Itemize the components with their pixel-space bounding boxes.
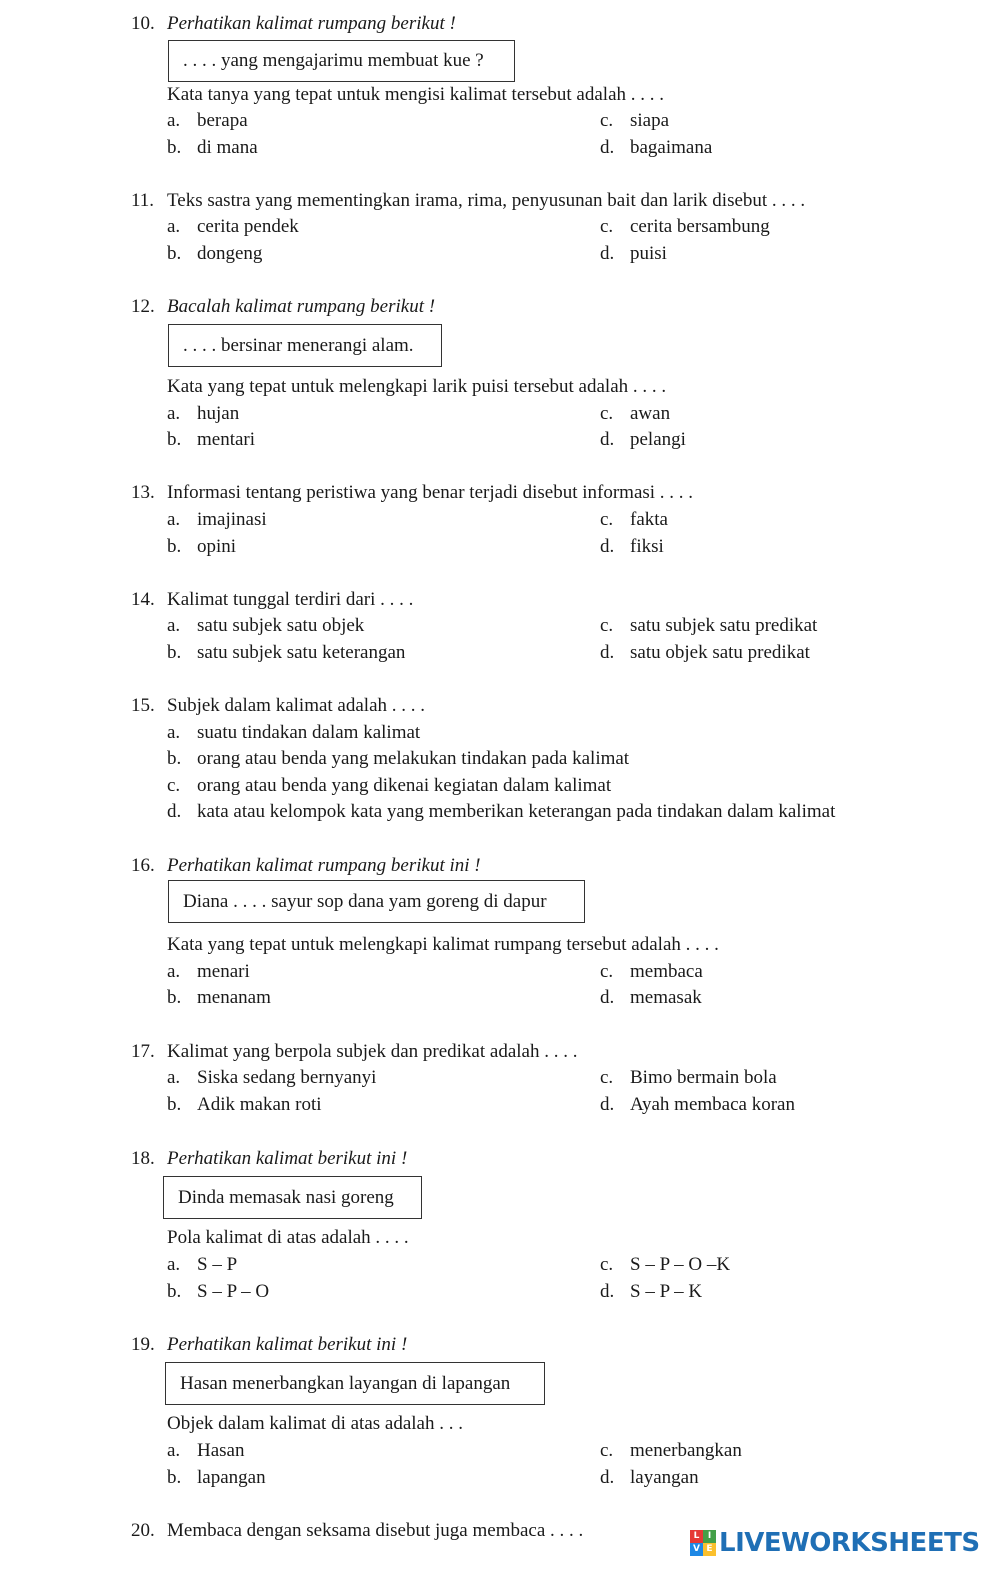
question-instruction: Perhatikan kalimat berikut ini !	[167, 1148, 408, 1169]
question-stem: Kata tanya yang tepat untuk mengisi kalimat tersebut adalah . . . .	[167, 84, 665, 105]
option-text: menari	[197, 961, 250, 982]
option-c[interactable]	[600, 960, 703, 984]
sentence-box-text: Dinda memasak nasi goreng	[178, 1186, 394, 1208]
option-text: awan	[630, 403, 671, 424]
option-text: lapangan	[197, 1467, 266, 1488]
option-text: Hasan	[197, 1440, 245, 1461]
option-text: cerita bersambung	[630, 216, 770, 237]
option-b[interactable]	[167, 535, 236, 559]
logo-mark-icon	[690, 1530, 716, 1556]
option-letter: d.	[600, 1281, 615, 1302]
logo-mark-letter: E	[703, 1543, 716, 1556]
option-letter: d.	[600, 137, 615, 158]
option-text: menerbangkan	[630, 1440, 742, 1461]
option-text: Siska sedang bernyanyi	[197, 1067, 377, 1088]
option-c[interactable]	[600, 614, 817, 638]
option-letter: d.	[600, 642, 615, 663]
option-c[interactable]	[600, 215, 770, 239]
option-a[interactable]	[167, 721, 420, 745]
option-letter: a.	[167, 1254, 181, 1275]
option-text: puisi	[630, 243, 667, 264]
option-text: siapa	[630, 110, 670, 131]
option-b[interactable]	[167, 1280, 269, 1304]
question-number: 16.	[131, 855, 155, 876]
question-stem: Kata yang tepat untuk melengkapi larik puisi tersebut adalah . . . .	[167, 376, 667, 397]
question-number: 19.	[131, 1334, 155, 1355]
sentence-box	[168, 40, 515, 82]
question-number: 12.	[131, 296, 155, 317]
option-letter: d.	[600, 987, 615, 1008]
option-letter: c.	[600, 509, 614, 530]
option-letter: c.	[600, 110, 614, 131]
question-number: 14.	[131, 589, 155, 610]
option-text: S – P – O	[197, 1281, 270, 1302]
option-letter: b.	[167, 243, 182, 264]
option-letter: b.	[167, 137, 182, 158]
option-d[interactable]	[600, 242, 667, 266]
option-a[interactable]	[167, 109, 248, 133]
option-d[interactable]	[600, 1280, 702, 1304]
question-instruction: Perhatikan kalimat rumpang berikut ini !	[167, 855, 481, 876]
option-letter: b.	[167, 1281, 182, 1302]
option-letter: c.	[600, 1254, 614, 1275]
option-d[interactable]	[600, 1093, 795, 1117]
option-letter: d.	[167, 801, 182, 822]
option-text: satu subjek satu keterangan	[197, 642, 406, 663]
question-stem: Kalimat yang berpola subjek dan predikat adalah . . . .	[167, 1041, 578, 1062]
option-letter: d.	[600, 1467, 615, 1488]
option-text: satu subjek satu objek	[197, 615, 365, 636]
sentence-box-text: . . . . yang mengajarimu membuat kue ?	[183, 50, 484, 71]
option-text: kata atau kelompok kata yang memberikan keterangan pada tindakan dalam kalimat	[197, 801, 836, 822]
option-letter: b.	[167, 536, 182, 557]
question-stem: Kata yang tepat untuk melengkapi kalimat rumpang tersebut adalah . . . .	[167, 934, 719, 955]
option-letter: a.	[167, 722, 181, 743]
option-letter: c.	[600, 961, 614, 982]
option-text: menanam	[197, 987, 271, 1008]
option-text: bagaimana	[630, 137, 713, 158]
sentence-box	[163, 1176, 422, 1219]
sentence-box-text: . . . . bersinar menerangi alam.	[183, 334, 414, 356]
option-text: Ayah membaca koran	[630, 1094, 795, 1115]
option-d[interactable]	[167, 800, 835, 824]
option-letter: d.	[600, 243, 615, 264]
question-number: 18.	[131, 1148, 155, 1169]
option-d[interactable]	[600, 136, 712, 160]
option-letter: a.	[167, 110, 181, 131]
question-number: 11.	[131, 190, 155, 211]
option-letter: d.	[600, 1094, 615, 1115]
option-text: suatu tindakan dalam kalimat	[197, 722, 421, 743]
option-letter: b.	[167, 987, 182, 1008]
option-letter: c.	[600, 403, 614, 424]
option-letter: b.	[167, 1094, 182, 1115]
option-text: membaca	[630, 961, 703, 982]
option-letter: a.	[167, 961, 181, 982]
option-b[interactable]	[167, 641, 405, 665]
option-letter: b.	[167, 1467, 182, 1488]
logo-mark-letter: L	[690, 1530, 703, 1543]
option-c[interactable]	[600, 1439, 742, 1463]
option-text: memasak	[630, 987, 702, 1008]
option-text: di mana	[197, 137, 258, 158]
option-b[interactable]	[167, 428, 255, 452]
question-stem: Membaca dengan seksama disebut juga membaca . . . .	[167, 1520, 584, 1541]
option-text: berapa	[197, 110, 248, 131]
option-b[interactable]	[167, 1093, 322, 1117]
option-text: Adik makan roti	[197, 1094, 322, 1115]
option-a[interactable]	[167, 614, 364, 638]
sentence-box	[168, 324, 442, 367]
option-d[interactable]	[600, 1466, 699, 1490]
option-c[interactable]	[600, 508, 668, 532]
liveworksheets-logo[interactable]	[690, 1525, 980, 1561]
option-a[interactable]	[167, 960, 250, 984]
option-letter: c.	[167, 775, 181, 796]
option-text: pelangi	[630, 429, 686, 450]
option-text: Bimo bermain bola	[630, 1067, 777, 1088]
option-letter: d.	[600, 429, 615, 450]
option-a[interactable]	[167, 508, 267, 532]
question-number: 13.	[131, 482, 155, 503]
option-text: imajinasi	[197, 509, 267, 530]
option-text: cerita pendek	[197, 216, 299, 237]
option-letter: a.	[167, 509, 181, 530]
option-letter: c.	[600, 216, 614, 237]
option-text: fiksi	[630, 536, 664, 557]
option-d[interactable]	[600, 641, 810, 665]
question-number: 17.	[131, 1041, 155, 1062]
logo-mark-letter: V	[690, 1543, 703, 1556]
option-letter: a.	[167, 1440, 181, 1461]
question-number: 10.	[131, 13, 155, 34]
option-c[interactable]	[167, 774, 611, 798]
option-letter: a.	[167, 216, 181, 237]
option-d[interactable]	[600, 428, 686, 452]
option-text: opini	[197, 536, 237, 557]
sentence-box-text: Hasan menerbangkan layangan di lapangan	[180, 1372, 511, 1394]
question-stem: Objek dalam kalimat di atas adalah . . .	[167, 1413, 463, 1434]
option-text: orang atau benda yang melakukan tindakan pada kalimat	[197, 748, 630, 769]
option-text: orang atau benda yang dikenai kegiatan dalam kalimat	[197, 775, 612, 796]
option-letter: c.	[600, 1067, 614, 1088]
option-b[interactable]	[167, 136, 258, 160]
logo-mark-letter: I	[703, 1530, 716, 1543]
question-stem: Teks sastra yang mementingkan irama, rima, penyusunan bait dan larik disebut . . . .	[167, 190, 806, 211]
option-text: mentari	[197, 429, 256, 450]
option-c[interactable]	[600, 402, 670, 426]
question-stem: Informasi tentang peristiwa yang benar terjadi disebut informasi . . . .	[167, 482, 694, 503]
option-c[interactable]	[600, 1066, 777, 1090]
option-text: fakta	[630, 509, 668, 530]
option-text: S – P – O –K	[630, 1254, 731, 1275]
logo-text: LIVEWORKSHEETS	[719, 1528, 980, 1558]
question-instruction: Perhatikan kalimat rumpang berikut !	[167, 13, 456, 34]
option-text: S – P – K	[630, 1281, 703, 1302]
option-text: dongeng	[197, 243, 263, 264]
option-text: S – P	[197, 1254, 238, 1275]
question-number: 20.	[131, 1520, 155, 1541]
option-a[interactable]	[167, 1066, 376, 1090]
question-stem: Pola kalimat di atas adalah . . . .	[167, 1227, 409, 1248]
option-text: satu objek satu predikat	[630, 642, 810, 663]
sentence-box-text: Diana . . . . sayur sop dana yam goreng di dapur	[183, 890, 547, 912]
option-b[interactable]	[167, 242, 262, 266]
option-letter: b.	[167, 429, 182, 450]
option-letter: a.	[167, 1067, 181, 1088]
option-a[interactable]	[167, 1439, 244, 1463]
question-stem: Kalimat tunggal terdiri dari . . . .	[167, 589, 414, 610]
option-c[interactable]	[600, 109, 669, 133]
option-b[interactable]	[167, 986, 271, 1010]
option-letter: c.	[600, 615, 614, 636]
option-b[interactable]	[167, 1466, 266, 1490]
option-a[interactable]	[167, 402, 239, 426]
option-d[interactable]	[600, 535, 664, 559]
option-letter: b.	[167, 748, 182, 769]
question-number: 15.	[131, 695, 155, 716]
question-instruction: Perhatikan kalimat berikut ini !	[167, 1334, 408, 1355]
option-letter: c.	[600, 1440, 614, 1461]
option-text: hujan	[197, 403, 240, 424]
sentence-box	[168, 880, 585, 923]
option-letter: a.	[167, 615, 181, 636]
option-text: satu subjek satu predikat	[630, 615, 818, 636]
option-letter: d.	[600, 536, 615, 557]
option-d[interactable]	[600, 986, 702, 1010]
question-instruction: Bacalah kalimat rumpang berikut !	[167, 296, 436, 317]
option-a[interactable]	[167, 215, 299, 239]
option-letter: a.	[167, 403, 181, 424]
option-a[interactable]	[167, 1253, 237, 1277]
option-c[interactable]	[600, 1253, 730, 1277]
option-letter: b.	[167, 642, 182, 663]
option-text: layangan	[630, 1467, 699, 1488]
question-stem: Subjek dalam kalimat adalah . . . .	[167, 695, 426, 716]
sentence-box	[165, 1362, 545, 1405]
option-b[interactable]	[167, 747, 629, 771]
